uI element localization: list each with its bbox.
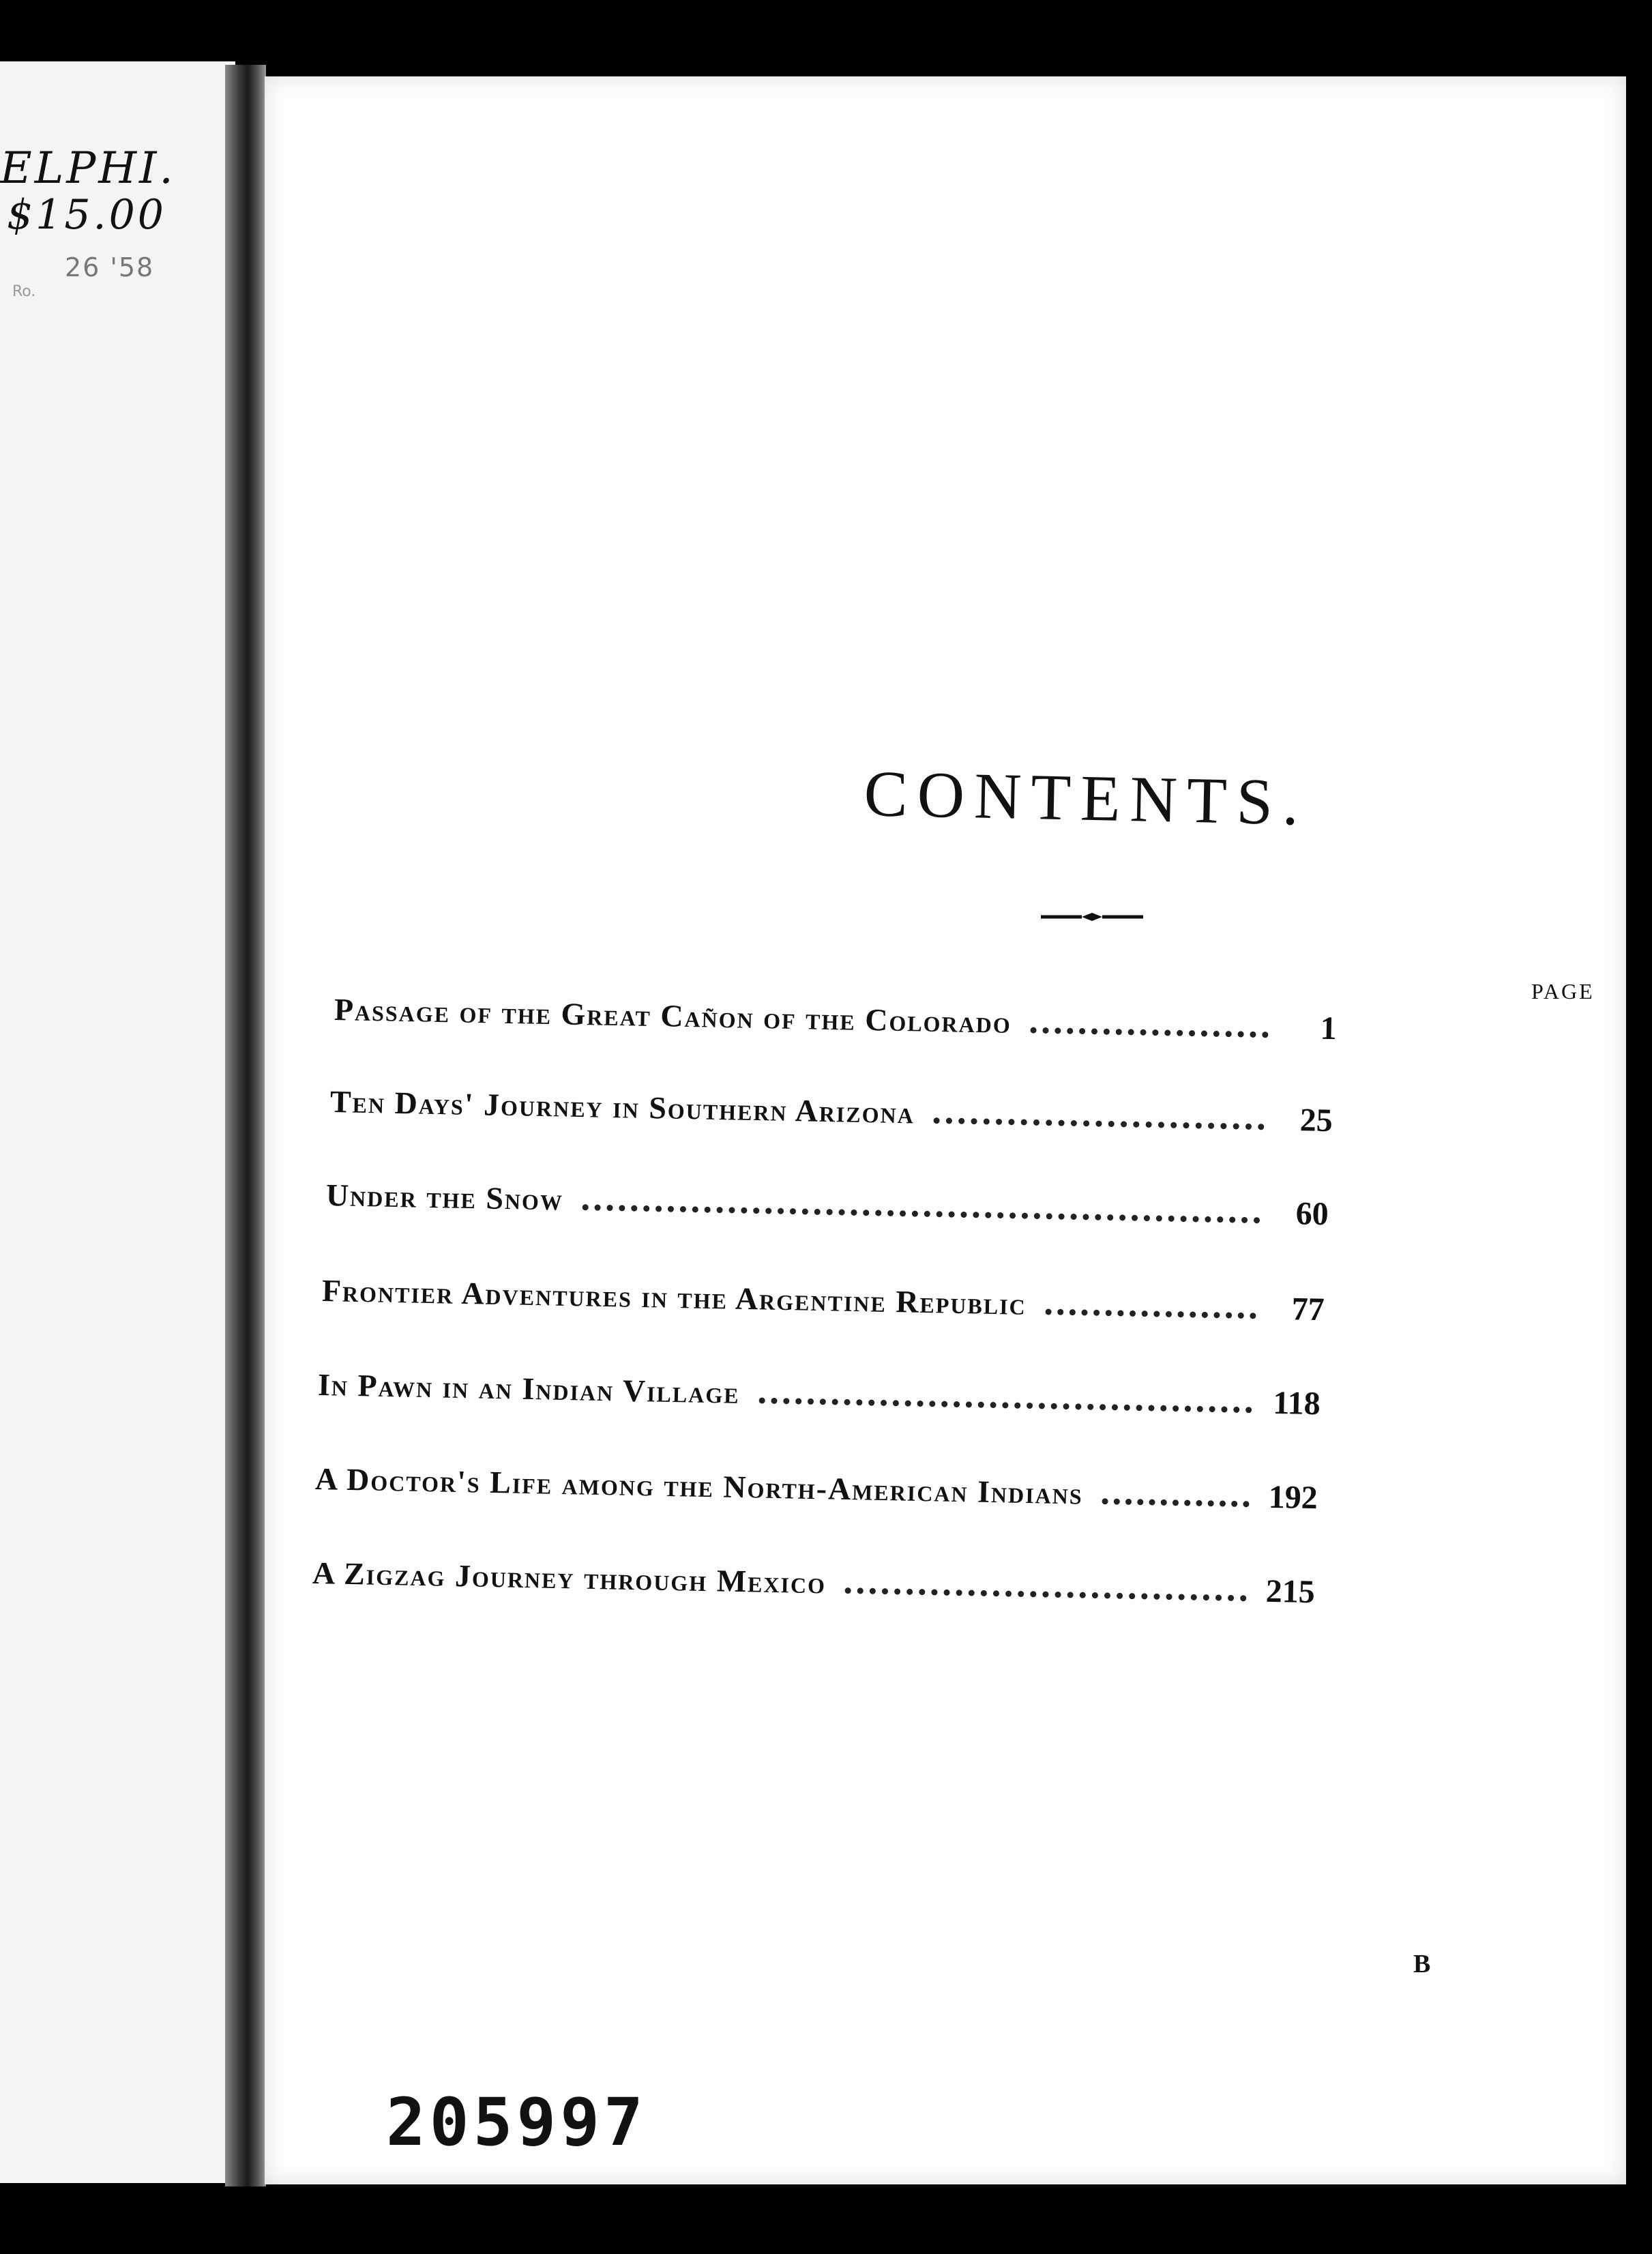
toc-entry: [329, 1083, 1333, 1139]
toc-entry: [312, 1554, 1315, 1611]
toc-entry-page: 118: [1272, 1384, 1321, 1422]
toc-entry-page: 77: [1291, 1291, 1325, 1328]
signature-mark: B: [1413, 1950, 1431, 1978]
ornament-rule: [1041, 910, 1143, 924]
toc-entry-title: Under the Snow: [325, 1177, 564, 1217]
toc-entry-page: 192: [1268, 1478, 1318, 1517]
toc-entry-title: A Doctor's Life among the North-American Indians: [314, 1461, 1084, 1511]
leader-dots: [934, 1117, 1265, 1130]
page-column-label: PAGE: [1531, 979, 1595, 1004]
page-title: CONTENTS.: [863, 756, 1310, 839]
date-stamp: 26 '58: [65, 252, 155, 282]
book-page: [265, 76, 1626, 2184]
toc-entry: [334, 991, 1337, 1047]
toc-entry: [325, 1176, 1329, 1233]
leader-dots: [1031, 1027, 1269, 1038]
toc-entry-page: 60: [1295, 1195, 1329, 1233]
left-margin: [0, 61, 235, 2183]
toc-entry-page: 25: [1299, 1102, 1333, 1139]
leader-dots: [1102, 1498, 1249, 1507]
toc-entry-title: Passage of the Great Cañon of the Colorado: [334, 992, 1012, 1040]
leader-dots: [1046, 1308, 1256, 1319]
toc-entry: [317, 1366, 1321, 1422]
toc-entry-title: A Zigzag Journey through Mexico: [312, 1555, 827, 1600]
leader-dots: [845, 1587, 1247, 1601]
toc-entry-title: Frontier Adventures in the Argentine Republic: [321, 1273, 1027, 1321]
toc-entry-page: 1: [1320, 1010, 1338, 1047]
leader-dots: [758, 1397, 1252, 1413]
toc-entry: [314, 1460, 1318, 1517]
handwritten-note-1: ELPHI.: [0, 143, 176, 194]
stamp-mark: Ro.: [12, 283, 36, 300]
toc-entry-page: 215: [1265, 1572, 1316, 1611]
accession-number: 205997: [386, 2084, 647, 2161]
toc-entry-title: In Pawn in an Indian Village: [317, 1367, 741, 1410]
leader-dots: [582, 1204, 1260, 1223]
handwritten-price: $15.00: [7, 191, 166, 239]
book-gutter: [225, 65, 266, 2186]
toc-entry: [321, 1272, 1325, 1328]
toc-entry-title: Ten Days' Journey in Southern Arizona: [329, 1084, 915, 1130]
